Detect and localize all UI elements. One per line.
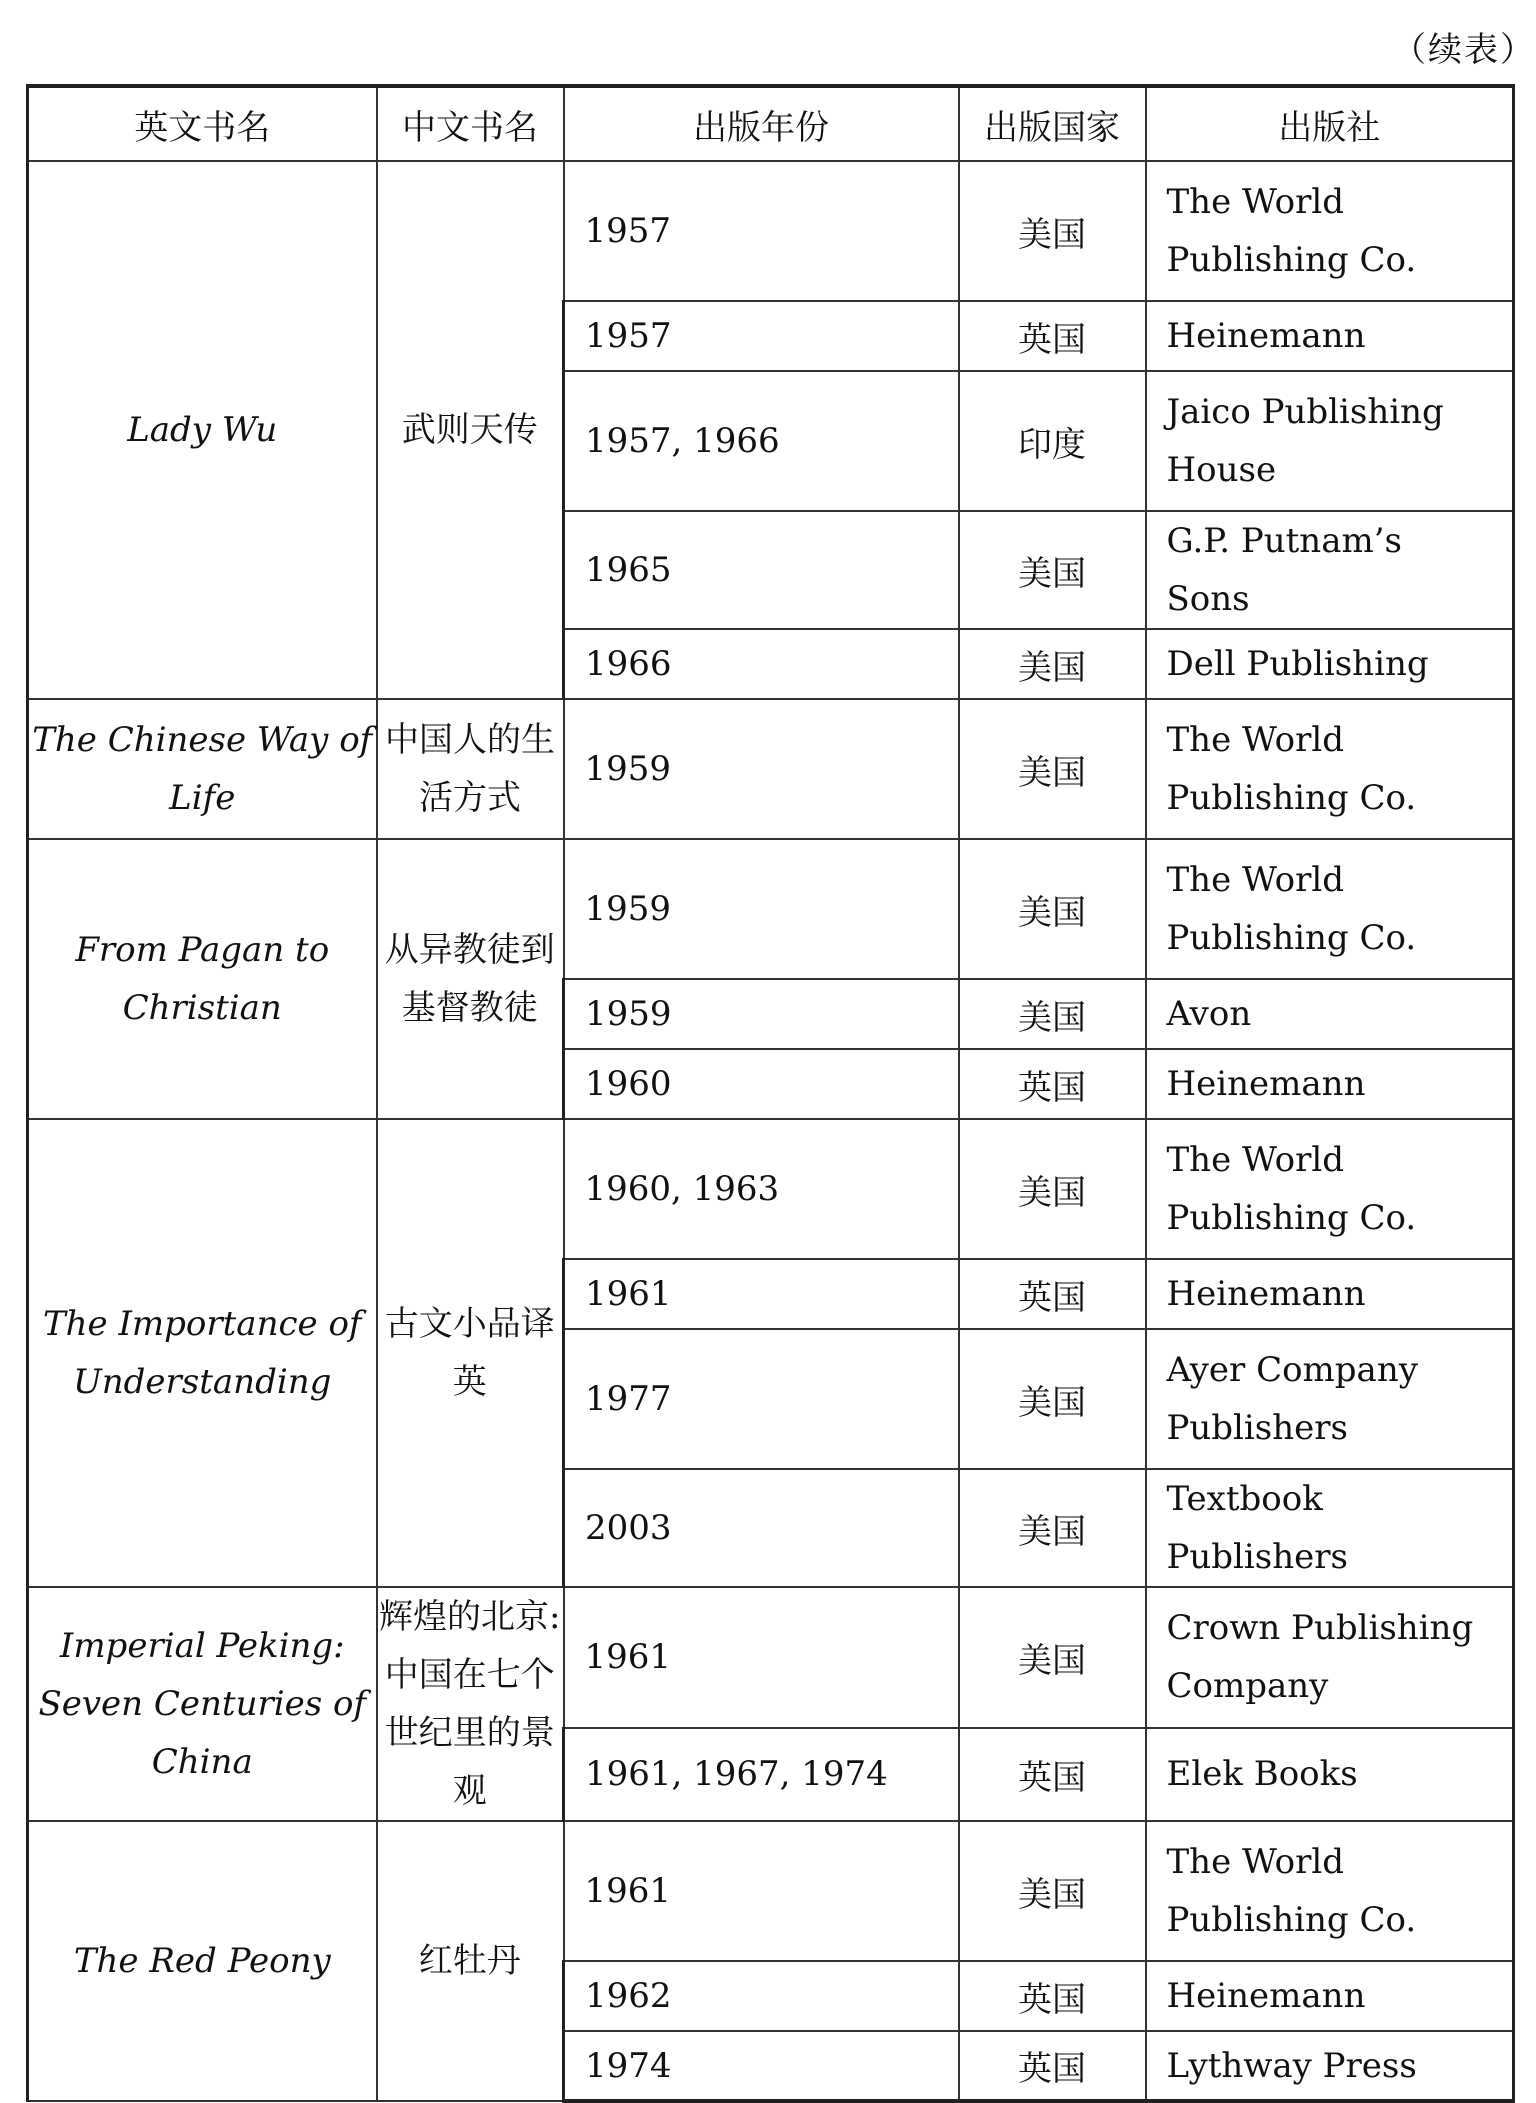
year-cell: 1960	[564, 1049, 959, 1119]
header-country: 出版国家	[959, 86, 1146, 161]
year-cell: 1961	[564, 1821, 959, 1961]
publisher-cell: Heinemann	[1146, 1961, 1514, 2031]
year-cell: 1959	[564, 979, 959, 1049]
english-title-cell: Lady Wu	[28, 161, 377, 699]
publisher-cell: The World Publishing Co.	[1146, 161, 1514, 301]
header-publisher: 出版社	[1146, 86, 1514, 161]
country-cell: 美国	[959, 699, 1146, 839]
year-cell: 1962	[564, 1961, 959, 2031]
english-title-cell: The Red Peony	[28, 1821, 377, 2101]
table-row	[28, 1119, 1514, 1259]
country-cell: 美国	[959, 839, 1146, 979]
country-cell: 美国	[959, 979, 1146, 1049]
english-title-cell: The Importance of Understanding	[28, 1119, 377, 1587]
year-cell: 1957, 1966	[564, 371, 959, 511]
table-row	[28, 1587, 1514, 1728]
year-cell: 1959	[564, 839, 959, 979]
publisher-cell: Lythway Press	[1146, 2031, 1514, 2101]
table-row	[28, 161, 1514, 301]
year-cell: 1966	[564, 629, 959, 699]
publisher-cell: Heinemann	[1146, 1259, 1514, 1329]
year-cell: 1961	[564, 1587, 959, 1728]
year-cell: 1957	[564, 301, 959, 371]
english-title-cell: Imperial Peking: Seven Centuries of China	[28, 1587, 377, 1821]
publisher-cell: Ayer Company Publishers	[1146, 1329, 1514, 1469]
country-cell: 英国	[959, 1728, 1146, 1821]
publisher-cell: Heinemann	[1146, 1049, 1514, 1119]
chinese-title-cell: 古文小品译英	[377, 1119, 564, 1587]
table-row	[28, 699, 1514, 839]
continued-label: （续表）	[1392, 30, 1536, 70]
chinese-title-cell: 中国人的生活方式	[377, 699, 564, 839]
year-cell: 1960, 1963	[564, 1119, 959, 1259]
country-cell: 美国	[959, 1119, 1146, 1259]
year-cell: 1961, 1967, 1974	[564, 1728, 959, 1821]
country-cell: 英国	[959, 1259, 1146, 1329]
table-row	[28, 839, 1514, 979]
publisher-cell: The World Publishing Co.	[1146, 1119, 1514, 1259]
chinese-title-cell: 辉煌的北京: 中国在七个世纪里的景观	[377, 1587, 564, 1821]
year-cell: 1977	[564, 1329, 959, 1469]
country-cell: 英国	[959, 1961, 1146, 2031]
country-cell: 美国	[959, 1821, 1146, 1961]
country-cell: 美国	[959, 511, 1146, 629]
publisher-cell: Avon	[1146, 979, 1514, 1049]
english-title-cell: The Chinese Way of Life	[28, 699, 377, 839]
country-cell: 美国	[959, 1469, 1146, 1587]
publication-table	[26, 84, 1515, 2103]
country-cell: 英国	[959, 301, 1146, 371]
table-row	[28, 1821, 1514, 1961]
country-cell: 英国	[959, 1049, 1146, 1119]
publisher-cell: Dell Publishing	[1146, 629, 1514, 699]
country-cell: 印度	[959, 371, 1146, 511]
country-cell: 美国	[959, 1329, 1146, 1469]
publisher-cell: Crown Publishing Company	[1146, 1587, 1514, 1728]
header-english-title: 英文书名	[28, 86, 377, 161]
year-cell: 1974	[564, 2031, 959, 2101]
publisher-cell: The World Publishing Co.	[1146, 839, 1514, 979]
year-cell: 1965	[564, 511, 959, 629]
publisher-cell: The World Publishing Co.	[1146, 699, 1514, 839]
english-title-cell: From Pagan to Christian	[28, 839, 377, 1119]
chinese-title-cell: 武则天传	[377, 161, 564, 699]
year-cell: 1961	[564, 1259, 959, 1329]
publisher-cell: Heinemann	[1146, 301, 1514, 371]
table-body	[28, 161, 1514, 2101]
publisher-cell: Textbook Publishers	[1146, 1469, 1514, 1587]
country-cell: 美国	[959, 629, 1146, 699]
year-cell: 1959	[564, 699, 959, 839]
publisher-cell: Jaico Publishing House	[1146, 371, 1514, 511]
header-row	[28, 86, 1514, 161]
header-year: 出版年份	[564, 86, 959, 161]
year-cell: 2003	[564, 1469, 959, 1587]
country-cell: 美国	[959, 1587, 1146, 1728]
publisher-cell: The World Publishing Co.	[1146, 1821, 1514, 1961]
country-cell: 美国	[959, 161, 1146, 301]
publisher-cell: G.P. Putnam’s Sons	[1146, 511, 1514, 629]
publisher-cell: Elek Books	[1146, 1728, 1514, 1821]
chinese-title-cell: 从异教徒到基督教徒	[377, 839, 564, 1119]
country-cell: 英国	[959, 2031, 1146, 2101]
year-cell: 1957	[564, 161, 959, 301]
chinese-title-cell: 红牡丹	[377, 1821, 564, 2101]
header-chinese-title: 中文书名	[377, 86, 564, 161]
